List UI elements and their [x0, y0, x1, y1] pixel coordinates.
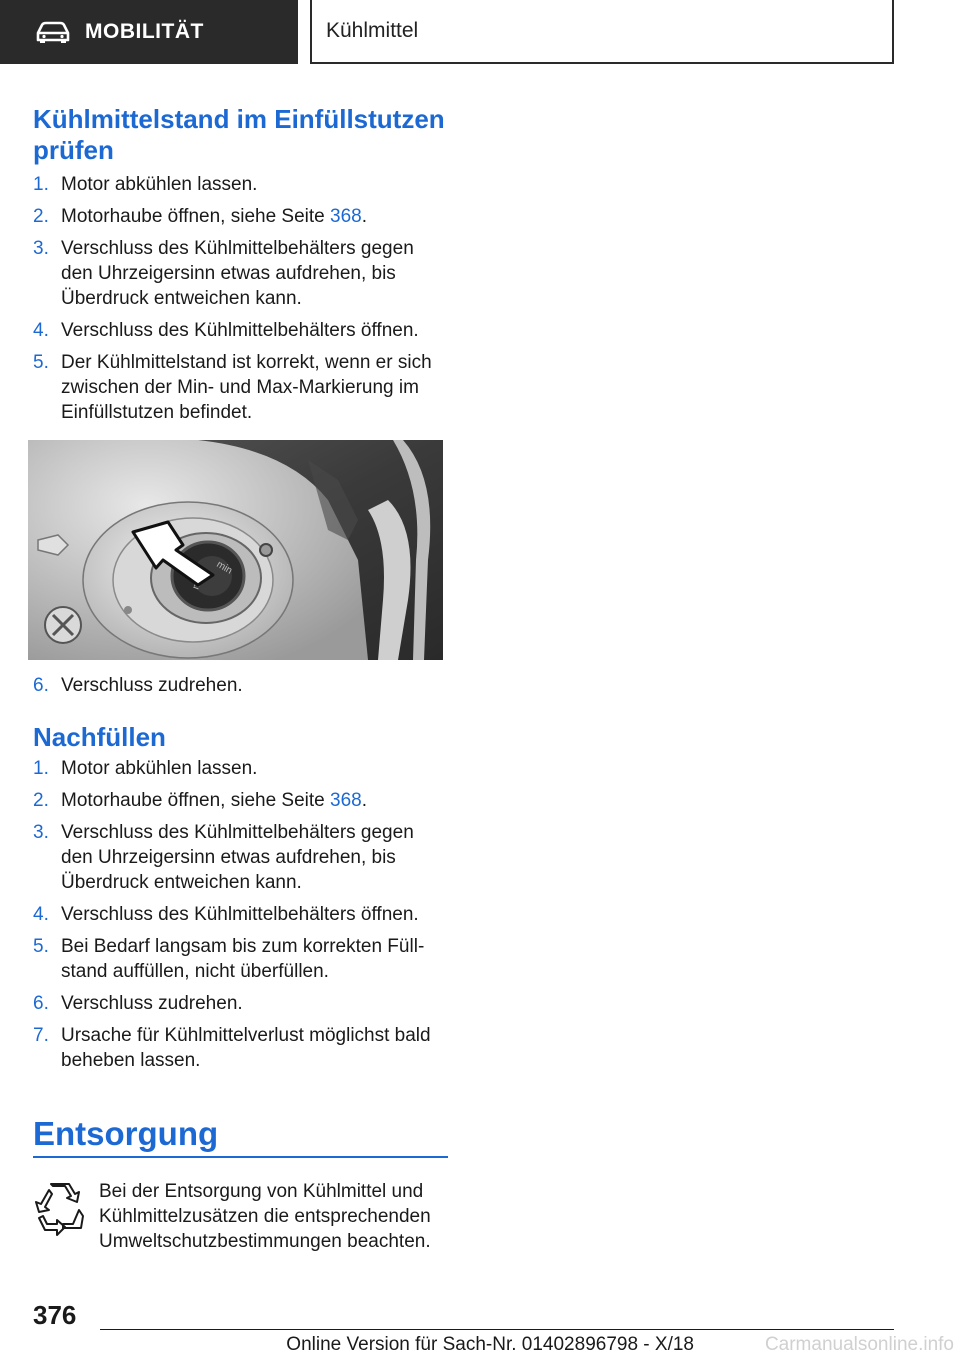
list-item: 2. Motorhaube öffnen, siehe Seite 368. [33, 790, 367, 811]
topic-header [310, 0, 894, 64]
check-steps [33, 172, 448, 425]
page-number: 376 [33, 1300, 77, 1330]
list-item: 1. Motor abkühlen lassen. [33, 758, 258, 779]
list-item: 4. Verschluss des Kühlmittelbehälters öffnen. [33, 320, 419, 341]
list-item: 6. Verschluss zudrehen. [33, 993, 243, 1014]
min-marking: min [214, 559, 234, 577]
footer-divider [100, 1329, 894, 1330]
check-final-step [33, 673, 448, 705]
coolant-filler-photo [28, 440, 443, 660]
list-item: 1. Motor abkühlen lassen. [33, 174, 258, 195]
topic-title: Kühlmittel [326, 19, 419, 42]
divider [33, 1156, 448, 1158]
section-header [0, 0, 298, 64]
disposal-title: Entsorgung [33, 1115, 219, 1152]
disposal-section [33, 1115, 448, 1153]
refill-section [33, 722, 448, 1080]
list-item: 3. Verschluss des Kühlmittelbehälters gegen den Uhrzeigersinn etwas aufdrehen, bis Überdruck entweichen kann. [33, 238, 414, 309]
list-item: 7. Ursache für Kühlmittelverlust möglichst bald beheben lassen. [33, 1025, 431, 1071]
check-section [33, 104, 448, 432]
page-link[interactable]: 368 [330, 206, 362, 227]
watermark: Carmanualsonline.info [764, 1334, 954, 1355]
refill-title: Nachfüllen [33, 722, 166, 752]
page-link[interactable]: 368 [330, 790, 362, 811]
list-item: 3. Verschluss des Kühlmittelbehälters gegen den Uhrzeigersinn etwas aufdrehen, bis Überdruck entweichen kann. [33, 822, 414, 893]
list-item: 5. Bei Bedarf langsam bis zum korrekten Füllstand auffüllen, nicht überfüllen. [33, 936, 425, 982]
recycle-icon [33, 1180, 85, 1236]
footer-version: Online Version für Sach-Nr. 01402896798 - X/18 [286, 1334, 694, 1355]
refill-steps [33, 756, 448, 1073]
list-item: 6. Verschluss zudrehen. [33, 675, 243, 696]
car-icon [35, 20, 71, 44]
list-item: 5. Der Kühlmittelstand ist korrekt, wenn er sich zwischen der Min- und Max-Markierung im Einfüllstutzen befindet. [33, 352, 432, 423]
disposal-text: Bei der Entsorgung von Kühlmittel und Kühlmittelzusätzen die entsprechenden Umweltschutzbestimmungen beachten. [99, 1181, 431, 1252]
check-title: Kühlmittelstand im Einfüllstutzen prüfen [33, 104, 445, 165]
section-title: MOBILITÄT [85, 20, 204, 43]
list-item: 2. Motorhaube öffnen, siehe Seite 368. [33, 206, 367, 227]
check-steps-cont [33, 673, 448, 698]
list-item: 4. Verschluss des Kühlmittelbehälters öffnen. [33, 904, 419, 925]
